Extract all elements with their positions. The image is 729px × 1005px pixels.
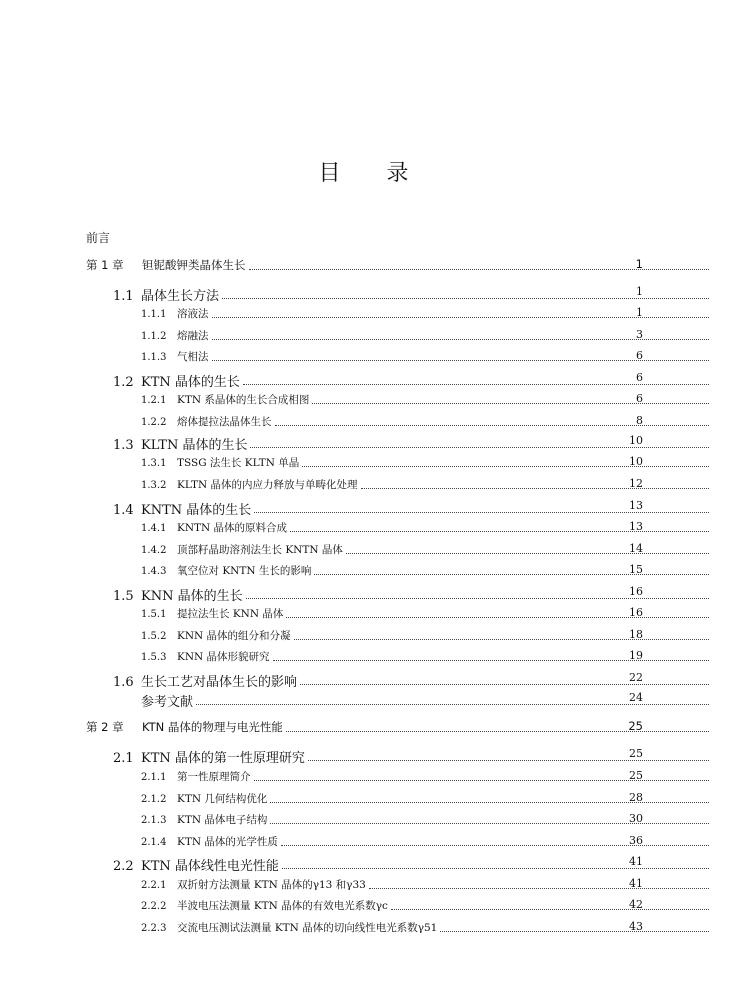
toc-entry-page: 10	[629, 434, 643, 447]
toc-dot-leader	[196, 704, 709, 705]
toc-entry-page: 22	[629, 671, 643, 684]
toc-entry[interactable]	[0, 812, 729, 827]
toc-entry[interactable]	[0, 671, 729, 690]
toc-entry-number: 2.2	[113, 859, 134, 874]
toc-entry-title: KTN 晶体的生长	[141, 375, 240, 390]
toc-entry[interactable]	[0, 585, 729, 604]
preface-entry[interactable]	[0, 229, 729, 246]
toc-entry-page: 30	[629, 812, 643, 825]
toc-entry-number: 1.4.3	[141, 566, 167, 577]
toc-entry-number: 1.1.2	[141, 331, 167, 342]
toc-dot-leader	[300, 684, 709, 685]
toc-dot-leader	[302, 466, 709, 467]
toc-entry-number: 1.2	[113, 375, 134, 390]
toc-entry[interactable]	[0, 499, 729, 518]
preface-label: 前言	[86, 231, 111, 245]
toc-dot-leader	[270, 823, 709, 824]
toc-entry-title: 溶液法	[177, 308, 209, 320]
toc-entry-number: 1.6	[113, 675, 134, 690]
toc-entry-page: 6	[636, 392, 643, 405]
toc-dot-leader	[314, 574, 709, 575]
toc-entry-page: 25	[629, 769, 643, 782]
toc-entry-title: 晶体生长方法	[141, 289, 220, 304]
toc-entry[interactable]	[0, 791, 729, 806]
toc-entry-title: 气相法	[177, 351, 209, 363]
toc-entry-page: 25	[629, 747, 643, 760]
title-char-1: 目	[318, 161, 343, 186]
toc-entry[interactable]	[0, 371, 729, 390]
toc-entry-page: 3	[636, 328, 643, 341]
toc-entry[interactable]	[0, 328, 729, 343]
toc-entry[interactable]	[0, 392, 729, 407]
toc-entry-number: 2.1.3	[141, 815, 167, 826]
toc-entry-page: 10	[629, 455, 643, 468]
toc-entry[interactable]	[0, 606, 729, 621]
toc-dot-leader	[282, 868, 709, 869]
toc-dot-leader	[273, 660, 709, 661]
toc-entry[interactable]	[0, 306, 729, 321]
toc-entry-page: 25	[628, 719, 643, 733]
toc-entry-number: 1.2.2	[141, 417, 167, 428]
toc-entry[interactable]	[0, 769, 729, 784]
toc-entry-title: 参考文献	[141, 695, 194, 710]
toc-entry-title: 熔体提拉法晶体生长	[177, 416, 272, 428]
toc-entry-number: 第 1 章	[86, 258, 124, 272]
toc-entry-title: KNN 晶体的生长	[141, 589, 243, 604]
toc-entry-title: 顶部籽晶助溶剂法生长 KNTN 晶体	[177, 544, 343, 556]
toc-entry-number: 1.5.2	[141, 631, 167, 642]
toc-dot-leader	[391, 909, 709, 910]
toc-entry-page: 6	[636, 349, 643, 362]
toc-entry-page: 24	[629, 691, 643, 704]
toc-entry-number: 第 2 章	[86, 720, 124, 734]
toc-entry-page: 15	[629, 563, 643, 576]
toc-dot-leader	[286, 731, 709, 732]
toc-entry-title: 双折射方法测量 KTN 晶体的γ13 和γ33	[177, 879, 366, 891]
toc-entry-number: 1.1	[113, 289, 134, 304]
toc-entry[interactable]	[0, 520, 729, 535]
toc-entry-title: KTN 晶体线性电光性能	[141, 859, 279, 874]
toc-entry[interactable]	[0, 691, 729, 710]
toc-entry[interactable]	[0, 349, 729, 364]
toc-entry-number: 2.1.4	[141, 837, 167, 848]
toc-dot-leader	[369, 888, 709, 889]
toc-entry[interactable]	[0, 563, 729, 578]
toc-entry-title: KTN 系晶体的生长合成相图	[177, 394, 310, 406]
toc-dot-leader	[270, 802, 709, 803]
toc-entry-number: 2.2.1	[141, 880, 167, 891]
toc-dot-leader	[346, 553, 709, 554]
toc-entry[interactable]	[0, 834, 729, 849]
toc-entry-number: 1.3	[113, 438, 134, 453]
toc-entry-number: 2.1.1	[141, 772, 167, 783]
toc-entry-page: 36	[629, 834, 643, 847]
toc-entry-title: KLTN 晶体的内应力释放与单畴化处理	[177, 479, 358, 491]
toc-entry-title: 提拉法生长 KNN 晶体	[177, 608, 284, 620]
toc-entry-number: 2.1.2	[141, 794, 167, 805]
toc-entry-page: 41	[629, 855, 643, 868]
toc-dot-leader	[222, 298, 709, 299]
toc-dot-leader	[308, 760, 709, 761]
title-char-2: 录	[386, 161, 411, 186]
toc-entry-title: TSSG 法生长 KLTN 单晶	[177, 457, 300, 469]
toc-entry-title: KNN 晶体的组分和分凝	[177, 630, 291, 642]
toc-entry-page: 28	[629, 791, 643, 804]
toc-entry[interactable]	[0, 649, 729, 664]
toc-entry[interactable]	[0, 719, 729, 735]
toc-entry-title: 钽铌酸钾类晶体生长	[142, 258, 246, 272]
toc-entry[interactable]	[0, 285, 729, 304]
toc-entry-title: KTN 晶体的第一性原理研究	[141, 751, 305, 766]
toc-entry-number: 1.5.1	[141, 609, 167, 620]
toc-entry-page: 19	[629, 649, 643, 662]
toc-dot-leader	[286, 617, 709, 618]
toc-entry-number: 2.1	[113, 751, 134, 766]
toc-entry-page: 1	[635, 257, 643, 271]
toc-entry-number: 1.5	[113, 589, 134, 604]
toc-entry-number: 1.4	[113, 503, 134, 518]
toc-entry-number: 1.4.1	[141, 523, 167, 534]
toc-entry[interactable]	[0, 628, 729, 643]
toc-entry-page: 16	[629, 585, 643, 598]
toc-entry-title: 第一性原理简介	[177, 771, 251, 783]
toc-entry-title: 半波电压法测量 KTN 晶体的有效电光系数γc	[177, 900, 388, 912]
toc-entry-page: 14	[629, 542, 643, 555]
toc-entry-title: KNN 晶体形貌研究	[177, 651, 270, 663]
toc-entry[interactable]	[0, 920, 729, 935]
toc-entry-number: 1.1.1	[141, 309, 167, 320]
toc-entry-page: 16	[629, 606, 643, 619]
toc-entry-title: KTN 晶体的光学性质	[177, 836, 278, 848]
toc-entry-number: 2.2.2	[141, 901, 167, 912]
toc-entry-page: 6	[636, 371, 643, 384]
toc-entry-title: KNTN 晶体的原料合成	[177, 522, 288, 534]
toc-entry-title: 氧空位对 KNTN 生长的影响	[177, 565, 312, 577]
toc-entry[interactable]	[0, 455, 729, 470]
toc-entry-page: 1	[636, 306, 643, 319]
toc-dot-leader	[440, 931, 709, 932]
toc-entry-title: KLTN 晶体的生长	[141, 438, 248, 453]
toc-entry-title: KTN 晶体的物理与电光性能	[142, 720, 283, 734]
toc-entry[interactable]	[0, 542, 729, 557]
page-title	[0, 156, 729, 187]
toc-dot-leader	[254, 512, 709, 513]
toc-entry[interactable]	[0, 877, 729, 892]
toc-entry-number: 1.3.1	[141, 458, 167, 469]
toc-entry-number: 2.2.3	[141, 923, 167, 934]
toc-dot-leader	[294, 639, 709, 640]
toc-entry-title: 熔融法	[177, 330, 209, 342]
toc-entry[interactable]	[0, 414, 729, 429]
toc-entry[interactable]	[0, 434, 729, 453]
toc-dot-leader	[312, 403, 709, 404]
toc-entry[interactable]	[0, 257, 729, 273]
toc-entry-page: 1	[636, 285, 643, 298]
toc-entry[interactable]	[0, 747, 729, 766]
toc-entry-page: 42	[629, 898, 643, 911]
toc-entry-title: 交流电压测试法测量 KTN 晶体的切向线性电光系数γ51	[177, 922, 438, 934]
toc-entry[interactable]	[0, 477, 729, 492]
toc-entry-title: KTN 几何结构优化	[177, 793, 268, 805]
toc-dot-leader	[275, 425, 710, 426]
toc-entry-title: KNTN 晶体的生长	[141, 503, 252, 518]
toc-entry-page: 12	[629, 477, 643, 490]
toc-entry[interactable]	[0, 855, 729, 874]
toc-entry-page: 41	[629, 877, 643, 890]
toc-dot-leader	[250, 447, 709, 448]
toc-entry-number: 1.3.2	[141, 480, 167, 491]
toc-entry[interactable]	[0, 898, 729, 913]
toc-dot-leader	[290, 531, 709, 532]
toc-entry-number: 1.4.2	[141, 545, 167, 556]
toc-entry-page: 13	[629, 499, 643, 512]
toc-entry-title: KTN 晶体电子结构	[177, 814, 268, 826]
toc-entry-page: 8	[636, 414, 643, 427]
toc-entry-number: 1.2.1	[141, 395, 167, 406]
toc-dot-leader	[361, 488, 710, 489]
toc-entry-page: 13	[629, 520, 643, 533]
toc-entry-title: 生长工艺对晶体生长的影响	[141, 675, 298, 690]
toc-entry-page: 43	[629, 920, 643, 933]
toc-dot-leader	[246, 598, 709, 599]
toc-dot-leader	[281, 845, 709, 846]
toc-entry-number: 1.1.3	[141, 352, 167, 363]
toc-dot-leader	[243, 384, 709, 385]
toc-entry-page: 18	[629, 628, 643, 641]
toc-entry-number: 1.5.3	[141, 652, 167, 663]
